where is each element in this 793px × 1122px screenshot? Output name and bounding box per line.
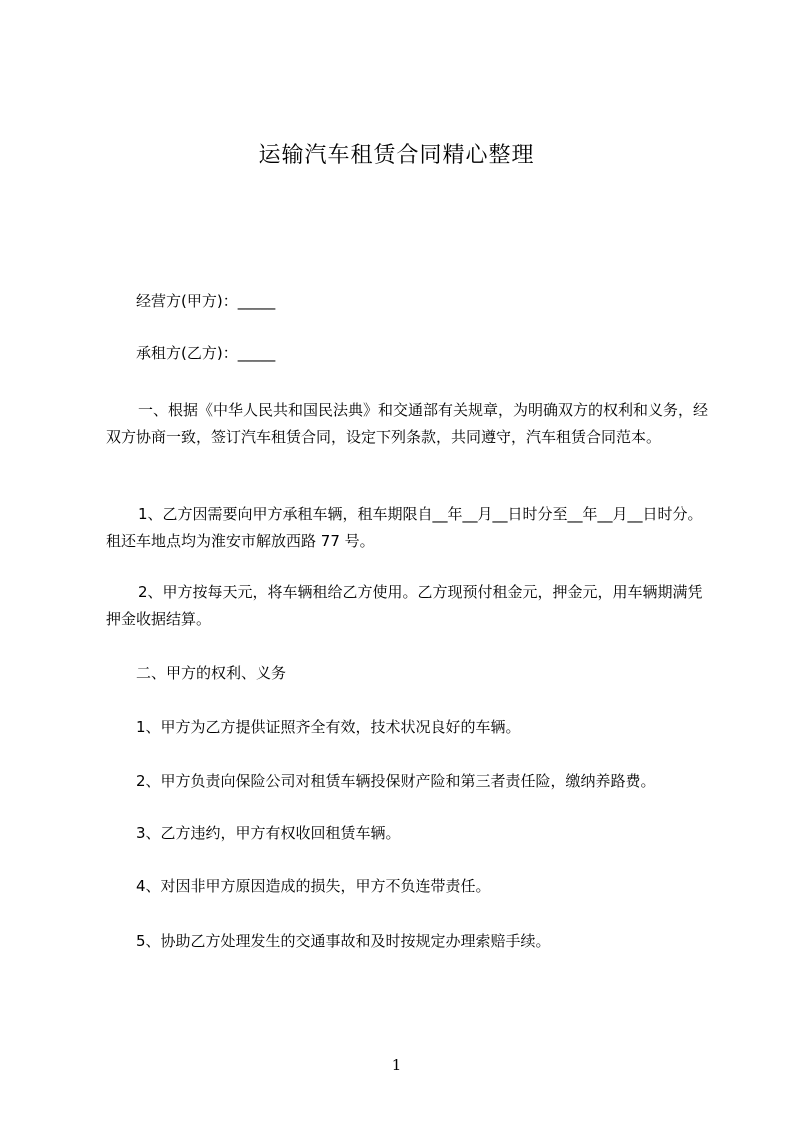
party-b-line: 承租方(乙方)：_____ xyxy=(136,344,276,362)
section-1-item-2: 2、甲方按每天元，将车辆租给乙方使用。乙方现预付租金元，押金元，用车辆期满凭押金收据结算。 xyxy=(106,583,703,628)
section-1-item-1: 1、乙方因需要向甲方承租车辆，租车期限自__年__月__日时分至__年__月__日时分。租还车地点均为淮安市解放西路 77 号。 xyxy=(106,505,703,550)
section-2-item-3: 3、乙方违约，甲方有权收回租赁车辆。 xyxy=(136,824,401,842)
section-2-item-4: 4、对因非甲方原因造成的损失，甲方不负连带责任。 xyxy=(136,877,491,895)
section-1-intro: 一、根据《中华人民共和国民法典》和交通部有关规章，为明确双方的权利和义务，经双方协商一致，签订汽车租赁合同，设定下列条款，共同遵守，汽车租赁合同范本。 xyxy=(106,401,709,446)
page-number: 1 xyxy=(391,1056,402,1074)
section-2-item-1: 1、甲方为乙方提供证照齐全有效，技术状况良好的车辆。 xyxy=(136,718,521,736)
section-2-item-2: 2、甲方负责向保险公司对租赁车辆投保财产险和第三者责任险，缴纳养路费。 xyxy=(136,772,656,790)
section-2-heading: 二、甲方的权利、义务 xyxy=(136,664,287,682)
document-title: 运输汽车租赁合同精心整理 xyxy=(258,143,535,168)
party-a-line: 经营方(甲方)：_____ xyxy=(136,292,276,310)
section-2-item-5: 5、协助乙方处理发生的交通事故和及时按规定办理索赔手续。 xyxy=(136,932,551,950)
